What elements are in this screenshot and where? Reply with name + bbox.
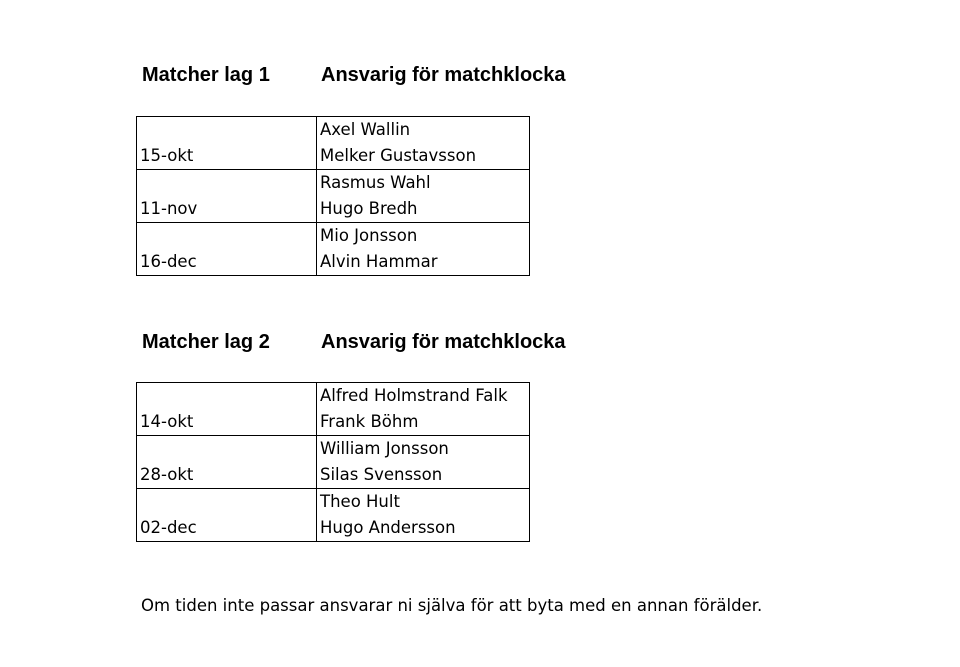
responsible-names-cell (317, 170, 530, 223)
match-date: 16-dec (140, 252, 197, 271)
team-1-schedule-table (136, 116, 530, 276)
match-date: 02-dec (140, 518, 197, 537)
responsible-name: Mio Jonsson (320, 226, 418, 245)
section-2-heading (0, 328, 960, 356)
responsible-names-cell (317, 436, 530, 489)
table-row (137, 383, 530, 436)
team-1-clock-responsible-heading: Ansvarig för matchklocka (321, 64, 566, 86)
section-1-heading (0, 61, 960, 89)
match-date-cell (137, 170, 317, 223)
responsible-name: Axel Wallin (320, 120, 411, 139)
team-1-matches-heading: Matcher lag 1 (142, 64, 270, 86)
team-2-schedule-table (136, 382, 530, 542)
table-row (137, 436, 530, 489)
responsible-name: Rasmus Wahl (320, 173, 431, 192)
responsible-name: William Jonsson (320, 439, 449, 458)
responsible-name: Melker Gustavsson (320, 146, 477, 165)
match-date: 15-okt (140, 146, 194, 165)
responsible-names-cell (317, 383, 530, 436)
table-row (137, 170, 530, 223)
table-row (137, 223, 530, 276)
responsible-name: Hugo Andersson (320, 518, 456, 537)
responsible-names-cell (317, 117, 530, 170)
match-date-cell (137, 436, 317, 489)
match-date-cell (137, 489, 317, 542)
match-date-cell (137, 117, 317, 170)
responsible-names-cell (317, 489, 530, 542)
responsible-name: Frank Böhm (320, 412, 419, 431)
match-date: 14-okt (140, 412, 194, 431)
team-2-matches-heading: Matcher lag 2 (142, 331, 270, 353)
responsible-name: Silas Svensson (320, 465, 443, 484)
responsible-name: Hugo Bredh (320, 199, 418, 218)
match-date: 11-nov (140, 199, 198, 218)
match-date-cell (137, 383, 317, 436)
table-row (137, 117, 530, 170)
team-2-clock-responsible-heading: Ansvarig för matchklocka (321, 331, 566, 353)
responsible-name: Theo Hult (320, 492, 400, 511)
table-row (137, 489, 530, 542)
responsible-names-cell (317, 223, 530, 276)
responsible-name: Alfred Holmstrand Falk (320, 386, 508, 405)
match-date: 28-okt (140, 465, 194, 484)
swap-responsibility-note: Om tiden inte passar ansvarar ni själva för att byta med en annan förälder. (141, 596, 763, 615)
responsible-name: Alvin Hammar (320, 252, 438, 271)
match-date-cell (137, 223, 317, 276)
